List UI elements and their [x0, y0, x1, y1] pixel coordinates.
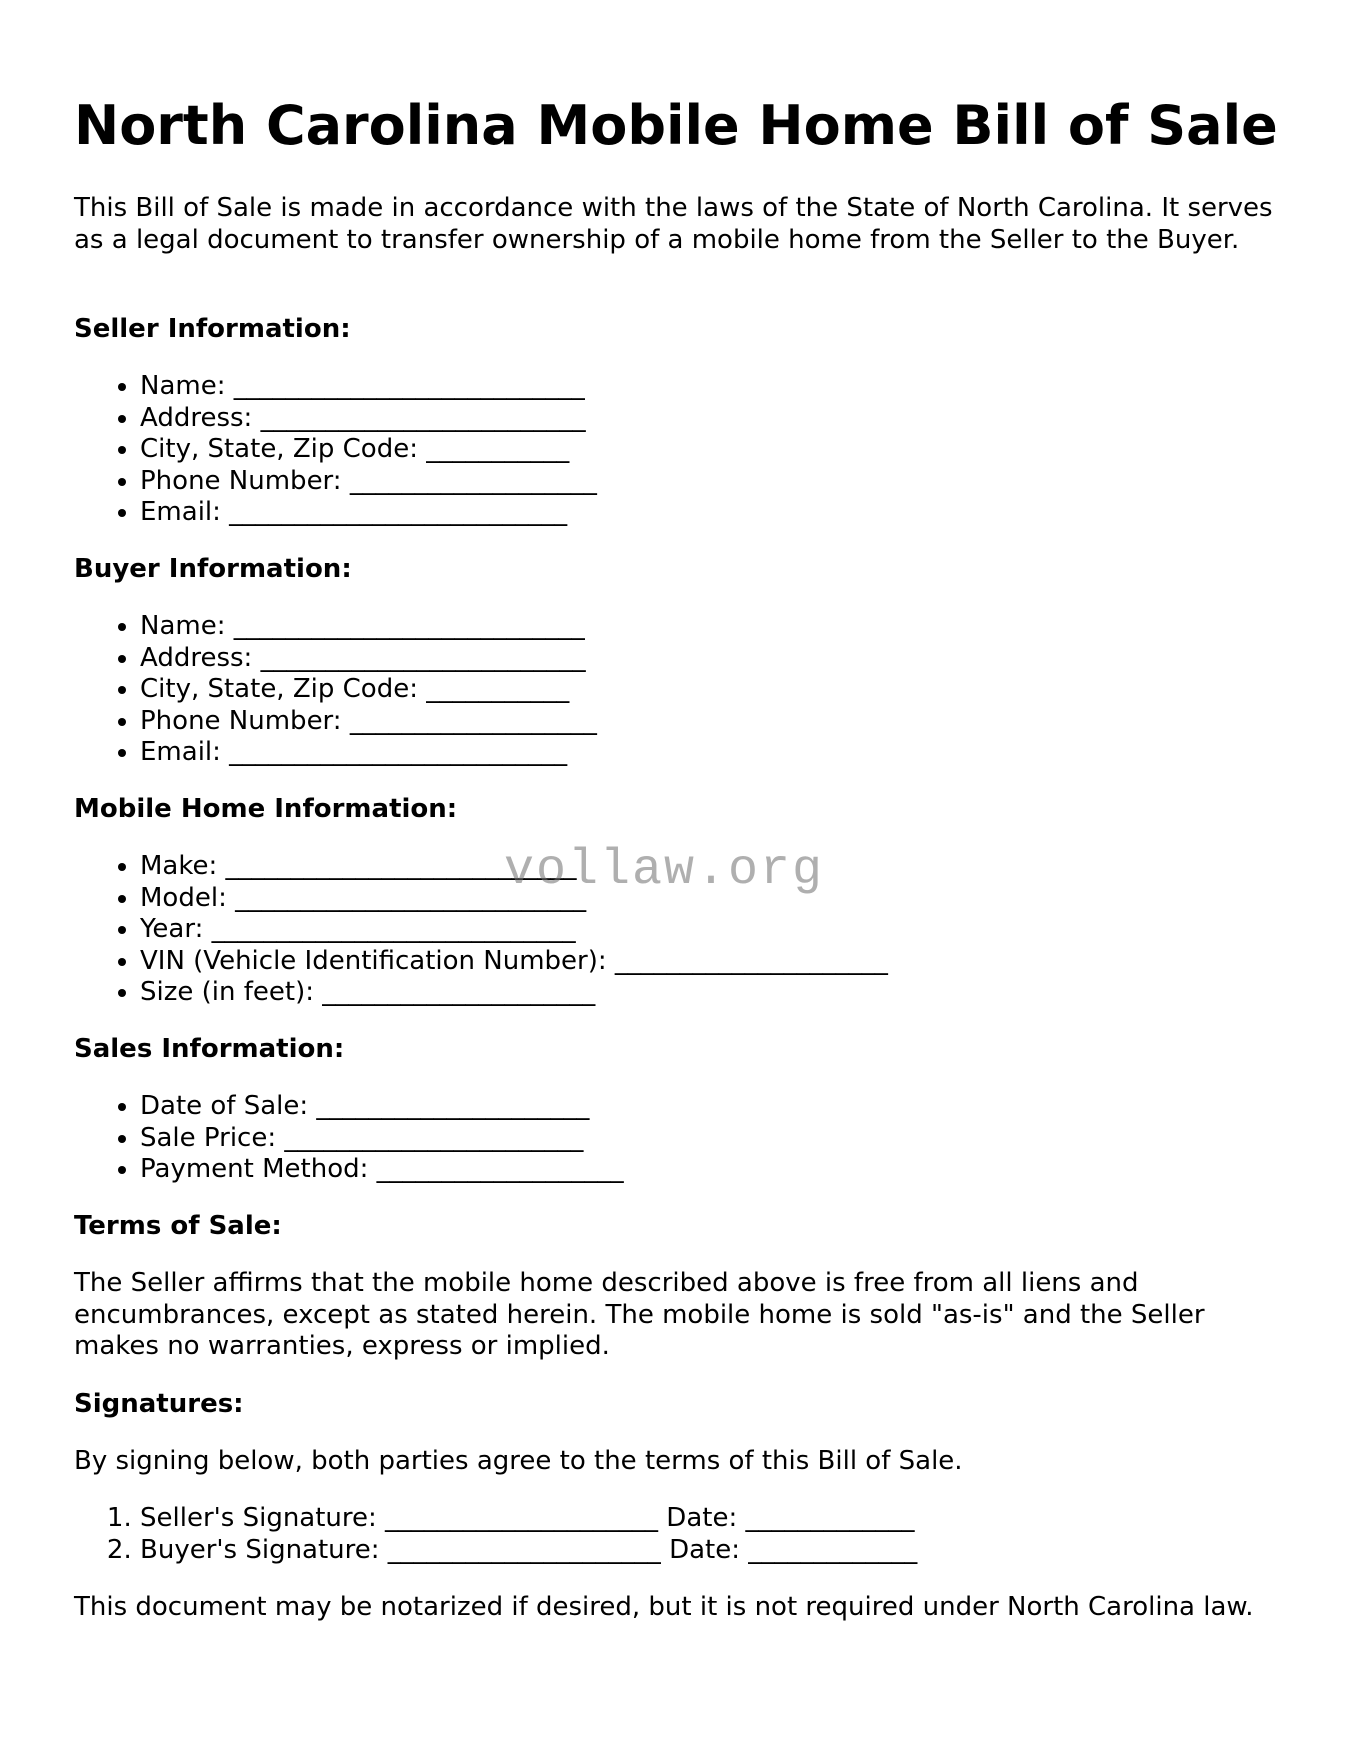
seller-signature-line: 1. Seller's Signature: _____________________ Date: _____________	[140, 1503, 917, 1535]
make-field: • Make: ___________________________	[140, 851, 888, 883]
signatures-paragraph: By signing below, both parties agree to the terms of this Bill of Sale.	[74, 1446, 963, 1476]
signatures-list	[74, 1503, 917, 1566]
buyer-phone-field: • Phone Number: ___________________	[140, 706, 597, 738]
model-field: • Model: ___________________________	[140, 883, 888, 915]
size-field: • Size (in feet): _____________________	[140, 977, 888, 1009]
mobile-home-fields-list	[74, 851, 888, 1009]
seller-city-state-zip-field: • City, State, Zip Code: ___________	[140, 434, 597, 466]
seller-fields-list	[74, 371, 597, 529]
seller-name-field: • Name: ___________________________	[140, 371, 597, 403]
buyer-city-state-zip-field: • City, State, Zip Code: ___________	[140, 674, 597, 706]
sales-heading: Sales Information:	[74, 1034, 345, 1064]
mobile-home-heading: Mobile Home Information:	[74, 794, 458, 824]
vin-field: • VIN (Vehicle Identification Number): _____________________	[140, 946, 888, 978]
seller-heading: Seller Information:	[74, 314, 351, 344]
notarization-note: This document may be notarized if desired, but it is not required under North Carolina law.	[74, 1592, 1254, 1622]
buyer-address-field: • Address: _________________________	[140, 643, 597, 675]
seller-address-field: • Address: _________________________	[140, 403, 597, 435]
sale-price-field: • Sale Price: _______________________	[140, 1123, 624, 1155]
buyer-name-field: • Name: ___________________________	[140, 611, 597, 643]
buyer-heading: Buyer Information:	[74, 554, 352, 584]
watermark-text: vollaw.org	[504, 842, 825, 899]
document-title: North Carolina Mobile Home Bill of Sale	[74, 94, 1278, 157]
buyer-fields-list	[74, 611, 597, 769]
signatures-heading: Signatures:	[74, 1389, 244, 1419]
buyer-email-field: • Email: __________________________	[140, 737, 597, 769]
intro-paragraph: This Bill of Sale is made in accordance with the laws of the State of North Carolina. It serves as a legal document to transfer ownership of a mobile home from the Seller to the Buyer.	[74, 193, 1273, 255]
payment-method-field: • Payment Method: ___________________	[140, 1154, 624, 1186]
date-of-sale-field: • Date of Sale: _____________________	[140, 1091, 624, 1123]
terms-paragraph: The Seller affirms that the mobile home described above is free from all liens and encumbrances, except as stated herein. The mobile home is sold "as-is" and the Seller makes no warranties, express or implied.	[74, 1268, 1205, 1361]
seller-email-field: • Email: __________________________	[140, 497, 597, 529]
seller-phone-field: • Phone Number: ___________________	[140, 466, 597, 498]
buyer-signature-line: 2. Buyer's Signature: _____________________ Date: _____________	[140, 1535, 917, 1567]
sales-fields-list	[74, 1091, 624, 1186]
terms-heading: Terms of Sale:	[74, 1211, 282, 1241]
year-field: • Year: ____________________________	[140, 914, 888, 946]
